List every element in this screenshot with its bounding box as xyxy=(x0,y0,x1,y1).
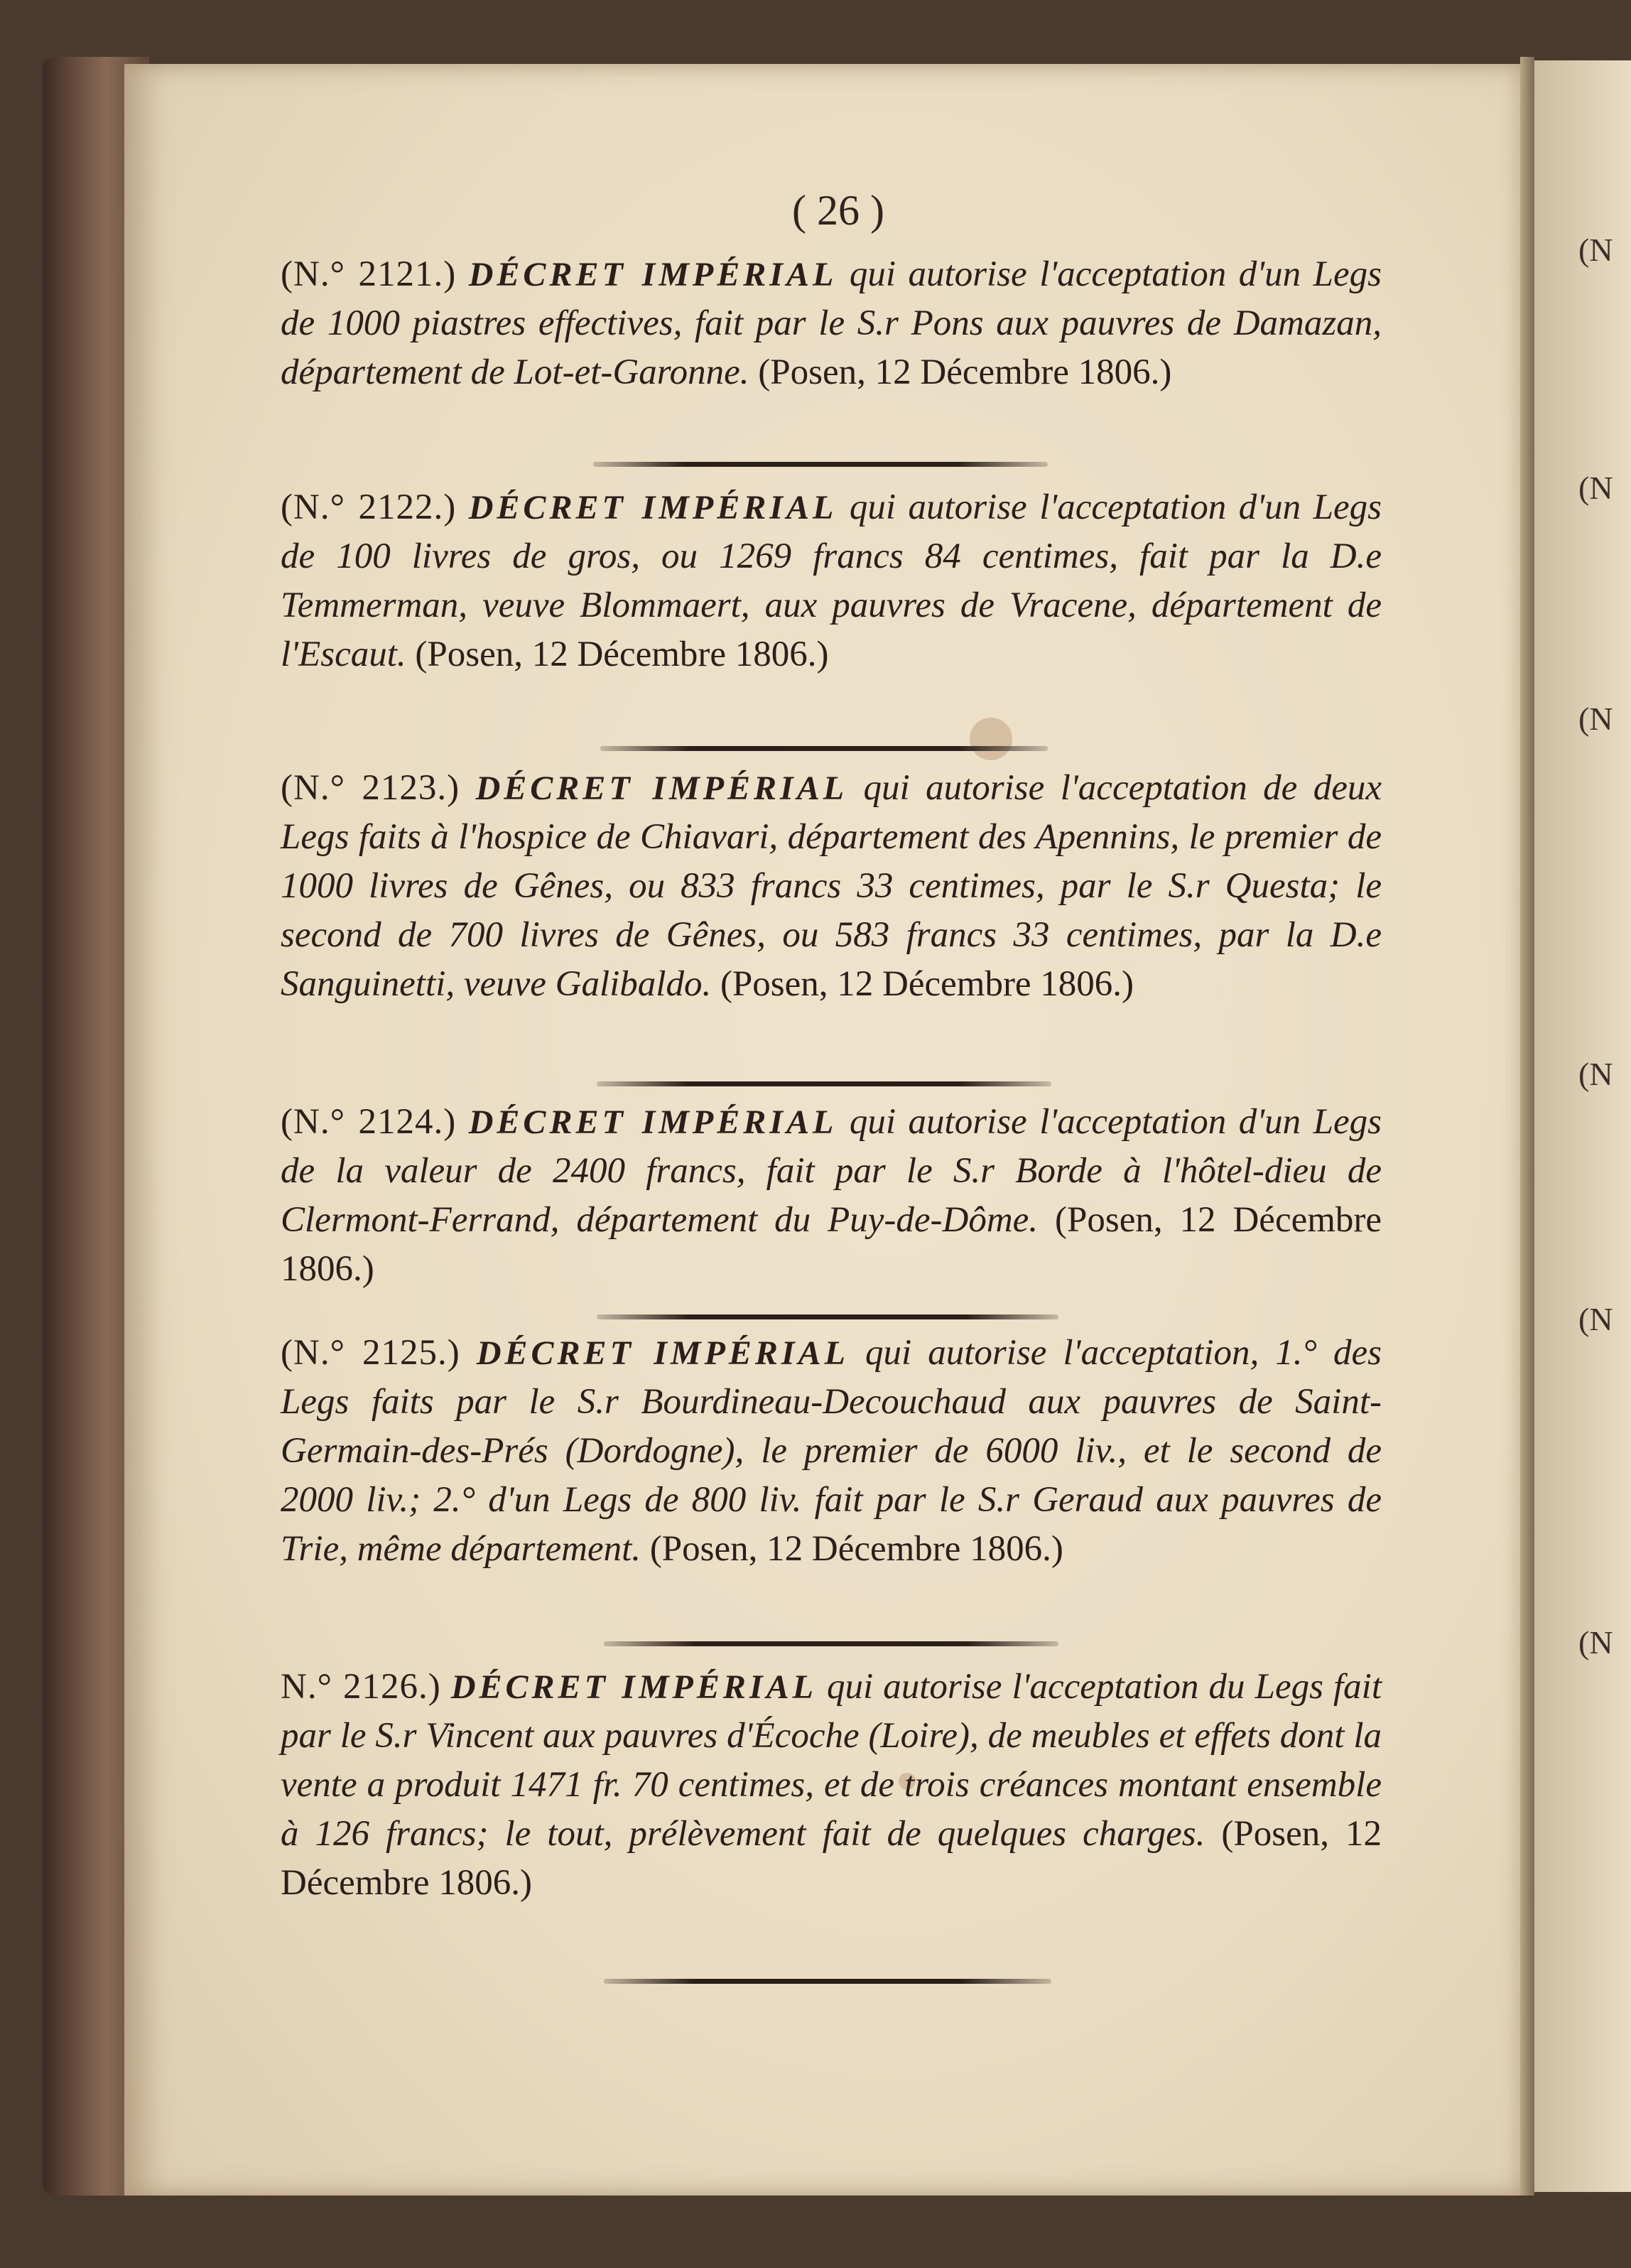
entry-text: qui autorise l'acceptation d'un Legs de 1000 piastres effectives, fait par le S.r Pons aux pauvres de Damazan, département de Lot-et-Garonne. xyxy=(281,254,1382,392)
section-rule xyxy=(604,1979,1051,1984)
entry-date: (Posen, 12 Décembre 1806.) xyxy=(281,1814,1382,1903)
entry-number: (N.° 2122.) xyxy=(281,487,457,527)
decree-entry-2121 xyxy=(281,250,1382,397)
decree-entry-2126 xyxy=(281,1663,1382,1908)
page-gutter xyxy=(1520,57,1534,2196)
entry-number: (N.° 2125.) xyxy=(281,1333,460,1373)
entry-text: qui autorise l'acceptation de deux Legs faits à l'hospice de Chiavari, département des Apennins, le premier de 1000 livres de Gênes, ou 833 francs 33 centimes, par le S.r Questa; le second de 700 livres de Gênes, ou 583 francs 33 centimes, par la D.e Sanguinetti, veuve Galibaldo. xyxy=(281,768,1382,1004)
entry-number: (N.° 2124.) xyxy=(281,1102,457,1142)
facing-page-fragment: (N xyxy=(1578,1301,1613,1337)
entry-title: DÉCRET IMPÉRIAL xyxy=(475,770,848,807)
entry-number: (N.° 2123.) xyxy=(281,768,460,808)
entry-title: DÉCRET IMPÉRIAL xyxy=(476,1334,849,1372)
decree-entry-2125 xyxy=(281,1329,1382,1574)
entry-text: qui autorise l'acceptation d'un Legs de la valeur de 2400 francs, fait par le S.r Borde à l'hôtel-dieu de Clermont-Ferrand, département du Puy-de-Dôme. xyxy=(281,1102,1382,1240)
facing-page-edge xyxy=(1534,60,1631,2192)
facing-page-fragment: (N xyxy=(1578,1056,1613,1092)
facing-page-fragment: (N xyxy=(1578,701,1613,737)
entry-title: DÉCRET IMPÉRIAL xyxy=(468,1103,838,1141)
facing-page-fragment: (N xyxy=(1578,1624,1613,1660)
entry-title: DÉCRET IMPÉRIAL xyxy=(450,1668,817,1706)
entry-date: (Posen, 12 Décembre 1806.) xyxy=(415,634,829,674)
section-rule xyxy=(604,1641,1058,1646)
decree-entry-2122 xyxy=(281,483,1382,679)
entry-title: DÉCRET IMPÉRIAL xyxy=(468,256,838,293)
entry-date: (Posen, 12 Décembre 1806.) xyxy=(281,1200,1382,1289)
facing-page-fragment: (N xyxy=(1578,470,1613,506)
entry-text: qui autorise l'acceptation, 1.° des Legs faits par le S.r Bourdineau-Decouchaud aux pauvres de Saint-Germain-des-Prés (Dordogne), le premier de 6000 liv., et le second de 2000 liv.; 2.° d'un Legs de 800 liv. fait par le S.r Geraud aux pauvres de Trie, même département. xyxy=(281,1333,1382,1569)
entry-title: DÉCRET IMPÉRIAL xyxy=(468,489,838,526)
entry-date: (Posen, 12 Décembre 1806.) xyxy=(649,1529,1063,1569)
entry-text: qui autorise l'acceptation du Legs fait par le S.r Vincent aux pauvres d'Écoche (Loire), de meubles et effets dont la vente a produit 1471 fr. 70 centimes, et de trois créances montant ensemble à 126 francs; le tout, prélèvement fait de quelques charges. xyxy=(281,1667,1382,1854)
paper-stain xyxy=(970,718,1012,760)
section-rule xyxy=(597,1081,1051,1086)
decree-entry-2124 xyxy=(281,1098,1382,1294)
section-rule xyxy=(597,1314,1058,1319)
decree-entry-2123 xyxy=(281,764,1382,1009)
facing-page-fragment: (N xyxy=(1578,232,1613,268)
entry-number: N.° 2126.) xyxy=(281,1667,441,1707)
section-rule xyxy=(600,746,1048,751)
entry-text: qui autorise l'acceptation d'un Legs de 100 livres de gros, ou 1269 francs 84 centimes, fait par la D.e Temmerman, veuve Blommaert, aux pauvres de Vracene, département de l'Escaut. xyxy=(281,487,1382,674)
entry-date: (Posen, 12 Décembre 1806.) xyxy=(758,352,1172,392)
entry-date: (Posen, 12 Décembre 1806.) xyxy=(720,964,1134,1004)
section-rule xyxy=(593,462,1048,467)
entry-number: (N.° 2121.) xyxy=(281,254,457,294)
page-number: ( 26 ) xyxy=(792,187,884,234)
